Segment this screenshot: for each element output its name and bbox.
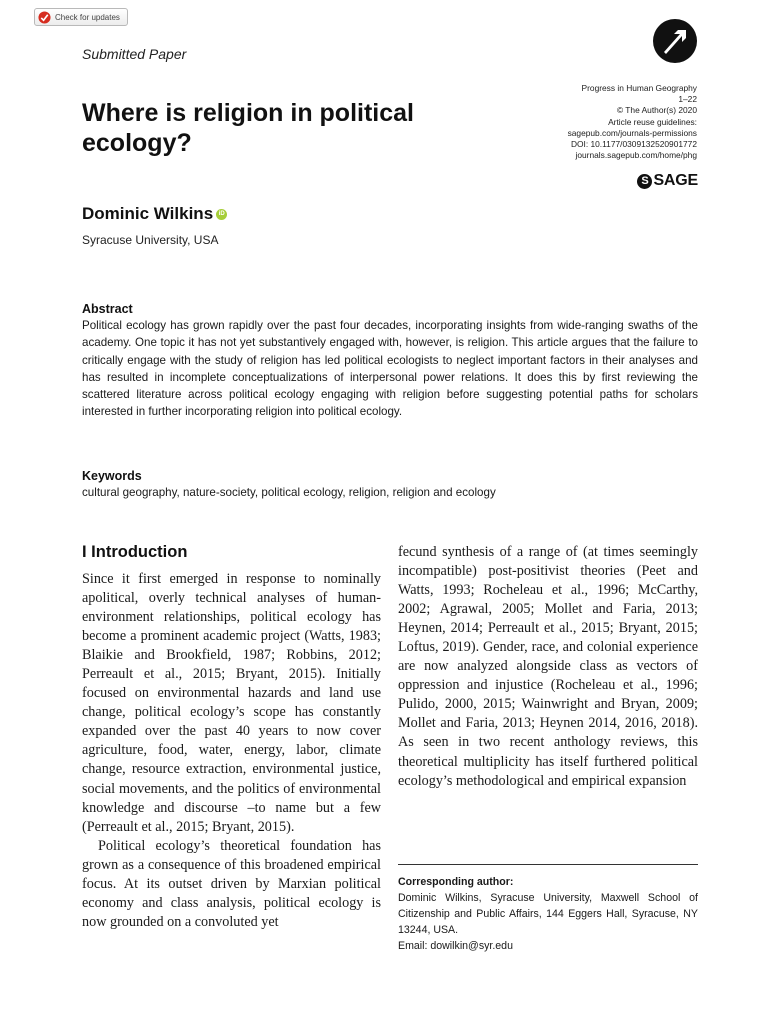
page-range: 1–22 [678,94,697,105]
check-for-updates-button[interactable] [34,8,128,26]
orcid-icon[interactable]: iD [216,209,227,220]
corresponding-author-email[interactable]: Email: dowilkin@syr.edu [398,940,513,952]
check-for-updates-icon [38,11,51,24]
author-block [82,204,227,247]
doi[interactable]: DOI: 10.1177/0309132520901772 [570,139,697,150]
check-for-updates-label: Check for updates [55,12,120,22]
footnote-divider [398,864,698,865]
body-column-left [82,570,381,932]
author-affiliation: Syracuse University, USA [82,233,219,247]
open-access-arrow-icon [652,18,698,64]
publisher-name: SAGE [653,172,698,189]
corresponding-author-note [398,874,698,954]
article-type-label: Submitted Paper [82,46,187,62]
author-name-row [82,204,227,224]
abstract-text: Political ecology has grown rapidly over the past four decades, incorporating insights from wide-ranging swaths of the academy. One topic it has not yet substantively engaged with, however, is religion. This article argues that the failure to critically engage with the study of religion has led political ecologists to neglect important factors in their analyses and has resulted in incomplete conceptualizations of interpersonal power relations. It does this by first reviewing the scattered literature across political ecology engaging with religion before suggesting potential paths for scholars interested in further incorporating religion into political ecology. [82,319,698,419]
keywords-heading: Keywords [82,469,142,483]
journal-name: Progress in Human Geography [581,83,697,93]
sage-logo [637,172,698,190]
keywords-section [82,469,698,501]
reuse-guidelines-label: Article reuse guidelines: [608,116,697,127]
body-paragraph: fecund synthesis of a range of (at times seemingly incompatible) post-positivist theories (Peet and Watts, 1993; Rocheleau et al., 1996; McCarthy, 2002; Agrawal, 2005; Mollet and Faria, 2013; Heynen, 2014; Perreault et al., 2015; Bryant, 2015; Loftus, 2019). Gender, race, and colonial experience are now analyzed alongside class as vectors of oppression and injustice (Rocheleau et al., 1996; Pulido, 2000, 2015; Wainwright and Bryan, 2009; Mollet and Faria, 2013; Heynen 2014, 2016, 2018). As seen in two recent anthology reviews, this theoretical multiplicity has itself furthered political ecology’s methodological and empirical expansion [398,544,698,789]
body-paragraph: Political ecology’s theoretical foundation has grown as a consequence of this broadened empirical focus. At its outset driven by Marxian political economy and class analysis, political ecology is now grounded on a convoluted yet [82,837,381,930]
author-name: Dominic Wilkins [82,204,214,223]
corresponding-author-address: Dominic Wilkins, Syracuse University, Maxwell School of Citizenship and Public Affairs, 144 Eggers Hall, Syracuse, NY 13244, USA. [398,892,698,936]
abstract-heading: Abstract [82,302,133,316]
corresponding-author-label: Corresponding author: [398,876,514,888]
abstract-section [82,302,698,421]
copyright: © The Author(s) 2020 [616,105,697,116]
permissions-link[interactable]: sagepub.com/journals-permissions [567,127,697,138]
article-title: Where is religion in political ecology? [82,99,414,157]
sage-logo-icon: S [637,174,652,189]
body-paragraph: Since it first emerged in response to nominally apolitical, overly technical analyses of human-environment relationships, political ecology has become a prominent academic project (Watts, 1983; Blaikie and Brookfield, 1987; Robbins, 2012; Perreault et al., 2015; Bryant, 2015). Initially focused on environmental hazards and land use change, political ecology’s scope has constantly expanded over the past 40 years to now cover agriculture, food, water, energy, labor, climate change, resource extraction, environmental justice, social movements, and the politics of environmental knowledge and discourse –to name but a few (Perreault et al., 2015; Bryant, 2015). [82,571,381,835]
section-heading-introduction: I Introduction [82,543,188,561]
body-column-right [398,543,698,791]
keywords-text: cultural geography, nature-society, political ecology, religion, religion and ecology [82,486,496,499]
journal-home-link[interactable]: journals.sagepub.com/home/phg [575,150,697,161]
journal-meta [477,83,697,161]
